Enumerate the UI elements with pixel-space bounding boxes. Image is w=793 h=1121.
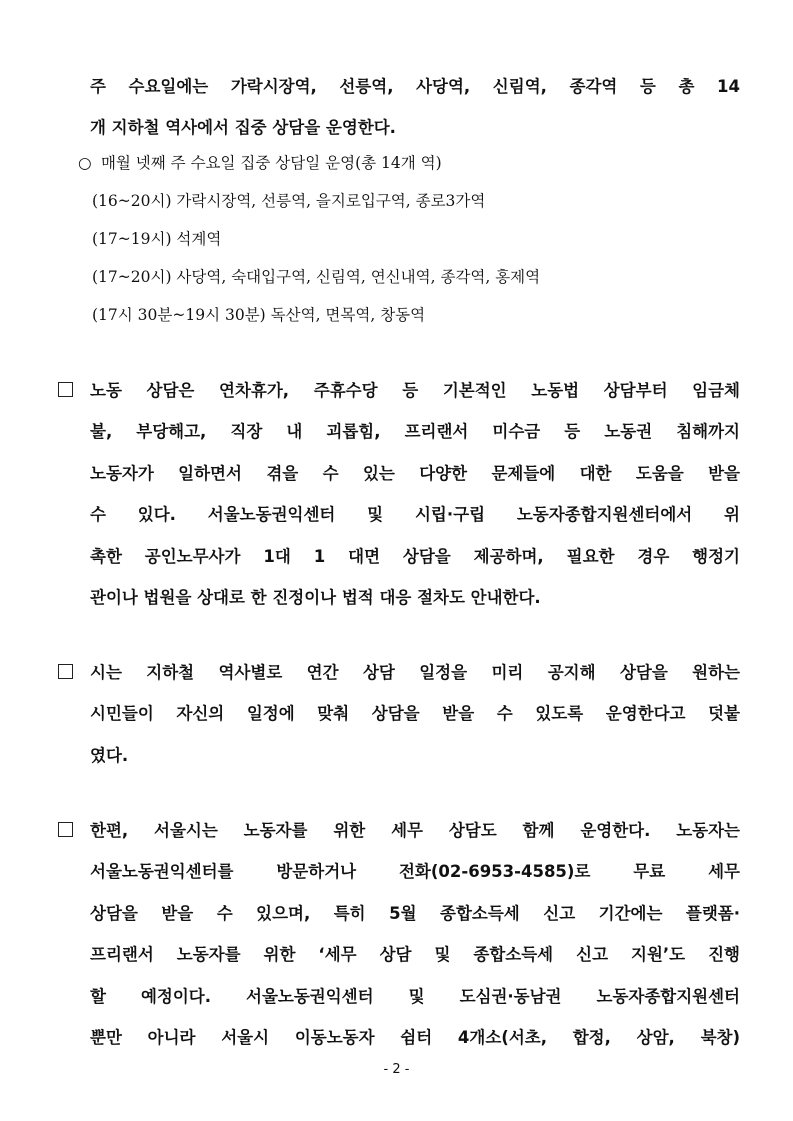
schedule-block bbox=[78, 144, 758, 334]
circle-bullet-icon: ○ bbox=[78, 154, 92, 172]
text-line: 노동 상담은 연차휴가, 주휴수당 등 기본적인 노동법 상담부터 임금체 bbox=[90, 381, 740, 400]
text-line: 불, 부당해고, 직장 내 괴롭힘, 프리랜서 미수금 등 노동권 침해까지 bbox=[90, 422, 740, 442]
checkbox-square-icon bbox=[58, 822, 73, 837]
text-line: 시는 지하철 역사별로 연간 상담 일정을 미리 공지해 상담을 원하는 bbox=[90, 663, 740, 682]
text-line: 수 있다. 서울노동권익센터 및 시립·구립 노동자종합지원센터에서 위 bbox=[90, 505, 740, 525]
text-line: 한편, 서울시는 노동자를 위한 세무 상담도 함께 운영한다. 노동자는 bbox=[90, 821, 740, 840]
page-number: - 2 - bbox=[383, 1062, 410, 1077]
schedule-item: (17~20시) 사당역, 숙대입구역, 신림역, 연신내역, 종각역, 홍제역 bbox=[92, 268, 541, 286]
schedule-item: (17시 30분~19시 30분) 독산역, 면목역, 창동역 bbox=[92, 306, 426, 324]
continuation-text bbox=[90, 66, 740, 148]
text-line: 프리랜서 노동자를 위한 ‘세무 상담 및 종합소득세 신고 지원’도 진행 bbox=[90, 945, 740, 965]
text-line: 노동자가 일하면서 겪을 수 있는 다양한 문제들에 대한 도움을 받을 bbox=[90, 463, 740, 483]
text-line: 시민들이 자신의 일정에 맞춰 상담을 받을 수 있도록 운영한다고 덧붙 bbox=[90, 704, 740, 724]
text-line: 상담을 받을 수 있으며, 특히 5월 종합소득세 신고 기간에는 플랫폼· bbox=[90, 903, 740, 923]
text-line: 주 수요일에는 가락시장역, 선릉역, 사당역, 신림역, 종각역 등 총 14 bbox=[90, 77, 740, 96]
text-line: 뿐만 아니라 서울시 이동노동자 쉼터 4개소(서초, 합정, 상암, 북창) bbox=[90, 1027, 740, 1047]
schedule-item: (17~19시) 석계역 bbox=[92, 230, 222, 248]
checkbox-square-icon bbox=[58, 664, 73, 679]
checkbox-square-icon bbox=[58, 382, 73, 397]
text-line: 할 예정이다. 서울노동권익센터 및 도심권·동남권 노동자종합지원센터 bbox=[90, 986, 740, 1006]
text-line: 였다. bbox=[90, 745, 129, 765]
schedule-title: 매월 넷째 주 수요일 집중 상담일 운영(총 14개 역) bbox=[100, 154, 442, 172]
schedule-heading bbox=[78, 144, 758, 182]
text-line: 개 지하철 역사에서 집중 상담을 운영한다. bbox=[90, 118, 396, 137]
text-line: 관이나 법원을 상대로 한 진정이나 법적 대응 절차도 안내한다. bbox=[90, 587, 541, 607]
text-line: 촉한 공인노무사가 1대 1 대면 상담을 제공하며, 필요한 경우 행정기 bbox=[90, 546, 740, 566]
schedule-item: (16~20시) 가락시장역, 선릉역, 을지로입구역, 종로3가역 bbox=[92, 192, 486, 210]
text-line: 서울노동권익센터를 방문하거나 전화(02-6953-4585)로 무료 세무 bbox=[90, 862, 740, 882]
